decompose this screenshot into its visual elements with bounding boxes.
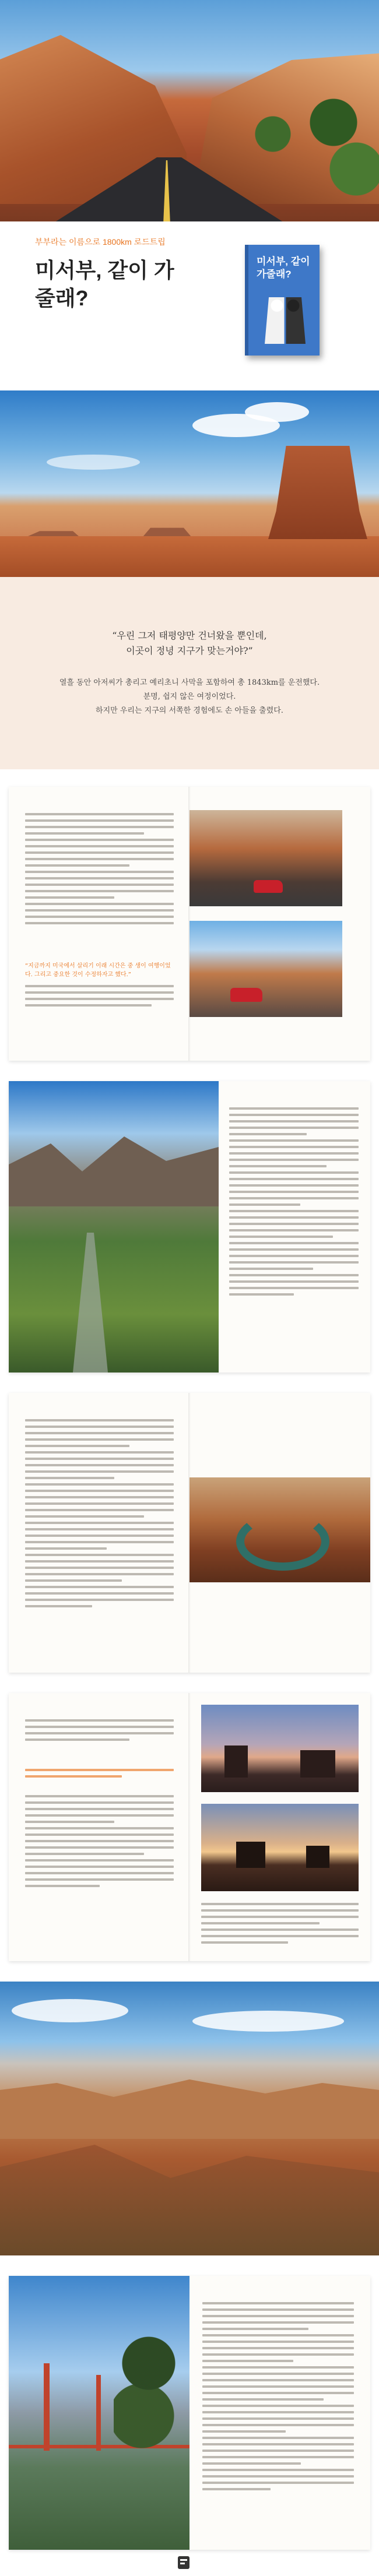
river (73, 1233, 108, 1373)
right-page (190, 2276, 370, 2550)
book-spread-3 (9, 1393, 370, 1673)
photo-horseshoe-bend (190, 1477, 370, 1582)
red-car (254, 880, 283, 893)
pull-quote (0, 628, 379, 659)
quote-body-line: 열흘 동안 아저씨가 총리고 예리초니 사막을 포함하여 총 1843km를 운전했다. (59, 678, 320, 687)
highlight-caption: “지금까지 미국에서 살리기 이래 시간은 중 생이 여행이었다. 그리고 중요한 것이 수정하자고 했다.” (25, 963, 171, 978)
trees (227, 87, 379, 204)
gutter (188, 1393, 191, 1673)
hero-photo-zion-road (0, 0, 379, 221)
book-subtitle: 부부라는 이름으로 1800km 로드트립 (35, 237, 166, 247)
right-page (190, 1693, 370, 1961)
photo-car-canyon (190, 810, 342, 906)
photo-monument-sunset (201, 1804, 359, 1891)
butte (268, 446, 367, 539)
photo-zion-valley (9, 1081, 219, 1373)
book-cover-title: 미서부, 같이 가줄래? (257, 256, 310, 280)
book-spread-1 (9, 787, 370, 1061)
book-spread-2 (9, 1081, 370, 1373)
cloud (47, 455, 140, 470)
cloud (12, 1999, 128, 2022)
left-page (9, 2276, 190, 2550)
canyon-ridge (0, 2069, 379, 2139)
photo-golden-gate (9, 2276, 190, 2550)
quote-body-line: 분명, 쉽지 않은 여정이었다. (143, 692, 236, 701)
highlight-text (25, 1769, 174, 1782)
left-page (9, 1081, 190, 1373)
left-page (9, 1693, 190, 1961)
right-page (219, 1081, 370, 1373)
book-spread-5 (9, 2276, 370, 2550)
cloud (245, 402, 309, 422)
desert-ground (0, 536, 379, 577)
butte-silhouette (224, 1746, 248, 1778)
butte-silhouette (236, 1842, 265, 1868)
body-text (201, 1903, 359, 1948)
right-page (190, 1393, 370, 1673)
body-text (229, 1107, 359, 1300)
body-text (25, 985, 174, 1011)
quote-body (0, 676, 379, 718)
butte-silhouette (306, 1846, 329, 1868)
left-page (9, 787, 190, 1061)
body-text (25, 1795, 174, 1891)
cloud (192, 2011, 344, 2032)
pull-quote-line: 이곳이 정녕 지구가 맞는거야?” (126, 645, 253, 656)
right-page (190, 787, 370, 1061)
left-page (9, 1393, 190, 1673)
book-title: 미서부, 같이 가줄래? (35, 258, 174, 310)
body-text (202, 2302, 354, 2494)
photo-monument-dusk (201, 1705, 359, 1792)
monument-valley-photo (0, 390, 379, 577)
bridge-tower (44, 2363, 50, 2451)
photo-car-road (190, 921, 342, 1017)
pull-quote-line: “우린 그저 태평양만 건너왔을 뿐인데, (112, 630, 267, 641)
book-spread-4 (9, 1693, 370, 1961)
red-car (230, 988, 262, 1002)
mountains (9, 1136, 219, 1206)
grand-canyon-photo (0, 1982, 379, 2255)
gutter (188, 1693, 191, 1961)
body-text (25, 813, 174, 928)
book-cover (245, 245, 320, 356)
canyon-foreground (0, 2145, 379, 2255)
butte-silhouette (300, 1750, 335, 1778)
quote-body-line: 하지만 우리는 지구의 서쪽한 경험에도 손 아들을 출렸다. (96, 706, 283, 715)
bridge-tower (96, 2375, 101, 2451)
quote-section (0, 577, 379, 769)
book-logo-icon (175, 2554, 192, 2571)
tree (114, 2311, 184, 2486)
couple-illustration (265, 297, 306, 344)
river-bend (236, 1512, 329, 1571)
gutter (188, 787, 191, 1061)
body-text (25, 1719, 174, 1745)
body-text (25, 1419, 174, 1611)
